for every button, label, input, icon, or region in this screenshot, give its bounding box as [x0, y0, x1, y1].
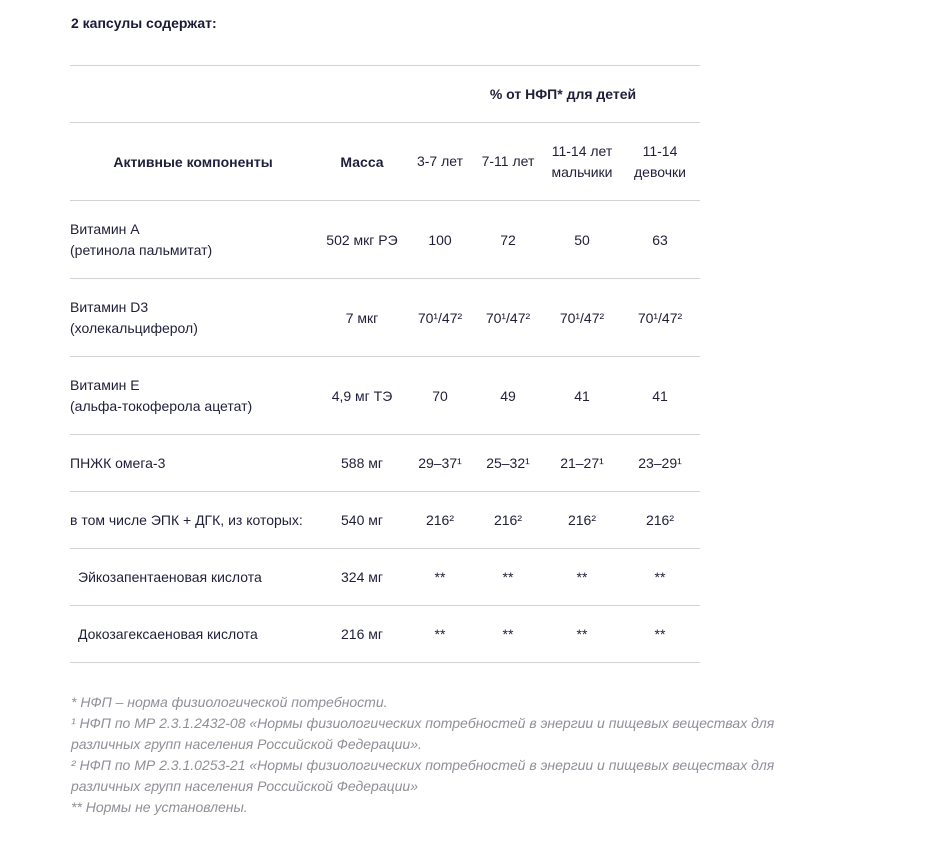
table-row-epa	[70, 549, 700, 606]
norm-value: 100	[408, 201, 472, 279]
norm-value: **	[408, 549, 472, 606]
norm-value: 70¹/47²	[408, 279, 472, 357]
component-mass: 588 мг	[316, 435, 408, 492]
column-header-age-11-14-boys: 11-14 лет мальчики	[544, 123, 620, 201]
norm-value: 216²	[472, 492, 544, 549]
norm-value: **	[472, 606, 544, 663]
footnote: ** Нормы не установлены.	[71, 799, 248, 815]
norm-value: 70	[408, 357, 472, 435]
component-name: ПНЖК омега-3	[70, 435, 316, 492]
norm-value: **	[620, 549, 700, 606]
norm-value: 49	[472, 357, 544, 435]
norm-value: 29–37¹	[408, 435, 472, 492]
table-row-epa-dha	[70, 492, 700, 549]
component-mass: 7 мкг	[316, 279, 408, 357]
norm-value: 72	[472, 201, 544, 279]
norm-value: 216²	[620, 492, 700, 549]
norm-value: 70¹/47²	[620, 279, 700, 357]
norm-value: 63	[620, 201, 700, 279]
component-mass: 216 мг	[316, 606, 408, 663]
component-mass: 324 мг	[316, 549, 408, 606]
norm-value: **	[620, 606, 700, 663]
norm-value: 216²	[544, 492, 620, 549]
norm-value: 216²	[408, 492, 472, 549]
norm-value: 23–29¹	[620, 435, 700, 492]
column-header-age-7-11: 7-11 лет	[472, 123, 544, 201]
component-name: Докозагексаеновая кислота	[70, 606, 316, 663]
component-mass: 540 мг	[316, 492, 408, 549]
table-group-header-row	[70, 66, 700, 123]
component-name: Витамин D3 (холекальциферол)	[70, 279, 316, 357]
component-mass: 502 мкг РЭ	[316, 201, 408, 279]
nutrient-table	[70, 65, 700, 663]
column-header-age-3-7: 3-7 лет	[408, 123, 472, 201]
table-row-vitamin-a	[70, 201, 700, 279]
norm-value: 70¹/47²	[544, 279, 620, 357]
component-name: Витамин Е (альфа-токоферола ацетат)	[70, 357, 316, 435]
footnotes	[71, 692, 831, 818]
component-name: Витамин А (ретинола пальмитат)	[70, 201, 316, 279]
footnote: ¹ НФП по МР 2.3.1.2432-08 «Нормы физиологических потребностей в энергии и пищевых веществах для различных групп населения Российской Федерации».	[71, 715, 775, 752]
norm-value: **	[544, 606, 620, 663]
table-row-omega-3	[70, 435, 700, 492]
component-mass: 4,9 мг ТЭ	[316, 357, 408, 435]
component-name: Эйкозапентаеновая кислота	[70, 549, 316, 606]
column-header-components: Активные компоненты	[70, 123, 316, 201]
table-row-vitamin-d3	[70, 279, 700, 357]
norm-value: **	[408, 606, 472, 663]
percent-norm-header: % от НФП* для детей	[408, 66, 700, 123]
norm-value: 41	[620, 357, 700, 435]
norm-value: 25–32¹	[472, 435, 544, 492]
norm-value: 41	[544, 357, 620, 435]
norm-value: 21–27¹	[544, 435, 620, 492]
column-header-mass: Масса	[316, 123, 408, 201]
norm-value: 70¹/47²	[472, 279, 544, 357]
component-name: в том числе ЭПК + ДГК, из которых:	[70, 492, 316, 549]
table-row-dha	[70, 606, 700, 663]
section-heading: 2 капсулы содержат:	[71, 15, 217, 31]
norm-value: **	[472, 549, 544, 606]
table-header-row	[70, 123, 700, 201]
table-row-vitamin-e	[70, 357, 700, 435]
column-header-age-11-14-girls: 11-14 девочки	[620, 123, 700, 201]
norm-value: **	[544, 549, 620, 606]
norm-value: 50	[544, 201, 620, 279]
footnote: * НФП – норма физиологической потребности.	[71, 694, 388, 710]
footnote: ² НФП по МР 2.3.1.0253-21 «Нормы физиологических потребностей в энергии и пищевых веществах для различных групп населения Российской Федерации»	[71, 757, 775, 794]
